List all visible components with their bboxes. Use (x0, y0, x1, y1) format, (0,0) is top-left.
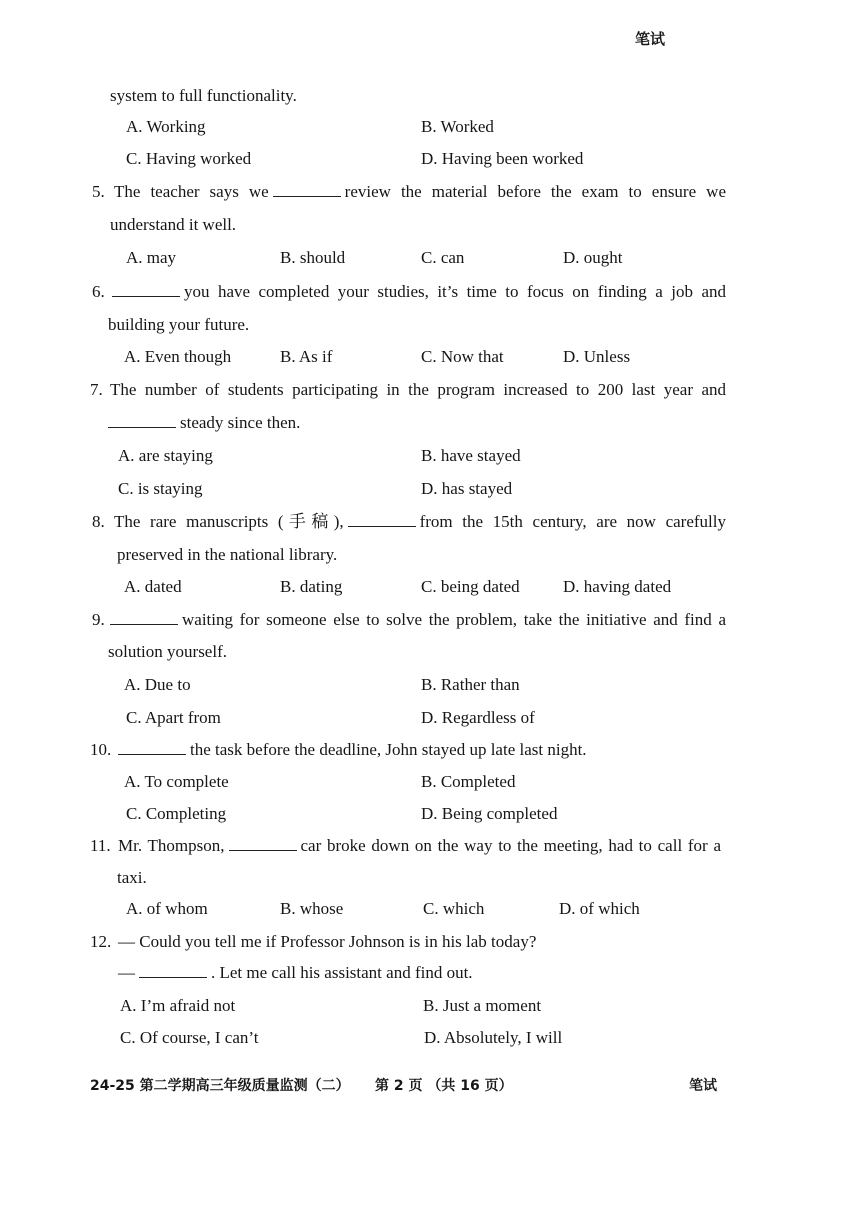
q6-option-a: A. Even though (124, 347, 232, 366)
q11-stem-after: car broke down on the way to the meeting, had to call for a (300, 836, 721, 855)
q7-answer-blank (108, 413, 176, 428)
q12-stem-line2-text: . Let me call his assistant and find out. (211, 963, 473, 982)
q10-option-b: B. Completed (421, 772, 516, 791)
q7-number: 7. (90, 380, 103, 399)
q7-option-b: B. have stayed (421, 446, 521, 465)
q12-dash: — (118, 963, 135, 982)
q6-option-c: C. Now that (421, 347, 504, 366)
q12-answer-blank (139, 963, 207, 978)
q8-stem-after: from the 15th century, are now carefully (419, 512, 726, 531)
q8-stem-before: The rare manuscripts (手稿), (114, 512, 344, 531)
question-4-continuation: system to full functionality. (110, 86, 297, 105)
q6-stem-line2: building your future. (108, 315, 250, 334)
q6-answer-blank (112, 282, 180, 297)
q10-stem-line1 (118, 740, 587, 760)
q5-option-c: C. can (421, 248, 465, 267)
q5-stem-after: review the material before the exam to ensure we (344, 182, 726, 201)
q9-option-c: C. Apart from (126, 708, 221, 727)
q7-option-d: D. has stayed (421, 479, 513, 498)
q6-number: 6. (92, 282, 105, 301)
q4-option-d: D. Having been worked (421, 149, 584, 168)
q11-stem-line1 (118, 836, 721, 856)
q8-option-a: A. dated (124, 577, 182, 596)
q4-option-a: A. Working (126, 117, 206, 136)
q11-answer-blank (229, 836, 297, 851)
q5-stem-line2: understand it well. (110, 215, 237, 234)
q5-option-a: A. may (126, 248, 177, 267)
q5-stem-line1 (114, 182, 726, 202)
q6-option-b: B. As if (280, 347, 333, 366)
q8-stem-line1 (114, 512, 726, 532)
q6-option-d: D. Unless (563, 347, 631, 366)
q7-stem-line2 (108, 413, 300, 433)
q9-stem-after: waiting for someone else to solve the problem, take the initiative and find a (182, 610, 726, 629)
q8-option-d: D. having dated (563, 577, 672, 596)
q8-option-b: B. dating (280, 577, 343, 596)
q8-number: 8. (92, 512, 105, 531)
q10-number: 10. (90, 740, 112, 759)
header-label: 笔试 (635, 30, 666, 48)
q5-option-b: B. should (280, 248, 346, 267)
q12-option-c: C. Of course, I can’t (120, 1028, 259, 1047)
q7-stem-line2-text: steady since then. (180, 413, 301, 432)
q10-option-d: D. Being completed (421, 804, 558, 823)
q11-number: 11. (90, 836, 111, 855)
q12-stem-line2 (118, 963, 473, 983)
footer-label: 笔试 (689, 1078, 717, 1094)
q5-number: 5. (92, 182, 105, 201)
q9-stem-line2: solution yourself. (108, 642, 227, 661)
q11-option-a: A. of whom (126, 899, 208, 918)
footer-page-number: 第 2 页 （共 16 页） (375, 1078, 513, 1094)
q5-option-d: D. ought (563, 248, 623, 267)
q5-stem-before: The teacher says we (114, 182, 269, 201)
q12-option-b: B. Just a moment (423, 996, 542, 1015)
q10-option-a: A. To complete (124, 772, 229, 791)
q9-option-b: B. Rather than (421, 675, 520, 694)
q9-option-a: A. Due to (124, 675, 191, 694)
q6-stem-after: you have completed your studies, it’s time to focus on finding a job and (184, 282, 726, 301)
q7-option-c: C. is staying (118, 479, 203, 498)
q8-answer-blank (348, 512, 416, 527)
q9-answer-blank (110, 610, 178, 625)
q7-option-a: A. are staying (118, 446, 213, 465)
q9-option-d: D. Regardless of (421, 708, 535, 727)
q6-stem-line1 (112, 282, 726, 302)
q10-answer-blank (118, 740, 186, 755)
q10-option-c: C. Completing (126, 804, 227, 823)
q12-stem-line1: — Could you tell me if Professor Johnson is in his lab today? (118, 932, 537, 951)
q7-stem-line1: The number of students participating in the program increased to 200 last year and (110, 380, 726, 399)
q4-option-b: B. Worked (421, 117, 494, 136)
q4-option-c: C. Having worked (126, 149, 252, 168)
q11-option-c: C. which (423, 899, 485, 918)
q9-stem-line1 (110, 610, 726, 630)
q11-stem-line2: taxi. (117, 868, 147, 887)
q11-stem-before: Mr. Thompson, (118, 836, 225, 855)
q11-option-b: B. whose (280, 899, 344, 918)
q12-option-a: A. I’m afraid not (120, 996, 236, 1015)
footer-exam-title: 24-25 第二学期高三年级质量监测（二） (90, 1078, 350, 1094)
q11-option-d: D. of which (559, 899, 640, 918)
q10-stem-after: the task before the deadline, John stayed up late last night. (190, 740, 587, 759)
q8-option-c: C. being dated (421, 577, 520, 596)
q9-number: 9. (92, 610, 105, 629)
q12-number: 12. (90, 932, 112, 951)
q8-stem-line2: preserved in the national library. (117, 545, 338, 564)
q12-option-d: D. Absolutely, I will (424, 1028, 563, 1047)
q5-answer-blank (273, 182, 341, 197)
